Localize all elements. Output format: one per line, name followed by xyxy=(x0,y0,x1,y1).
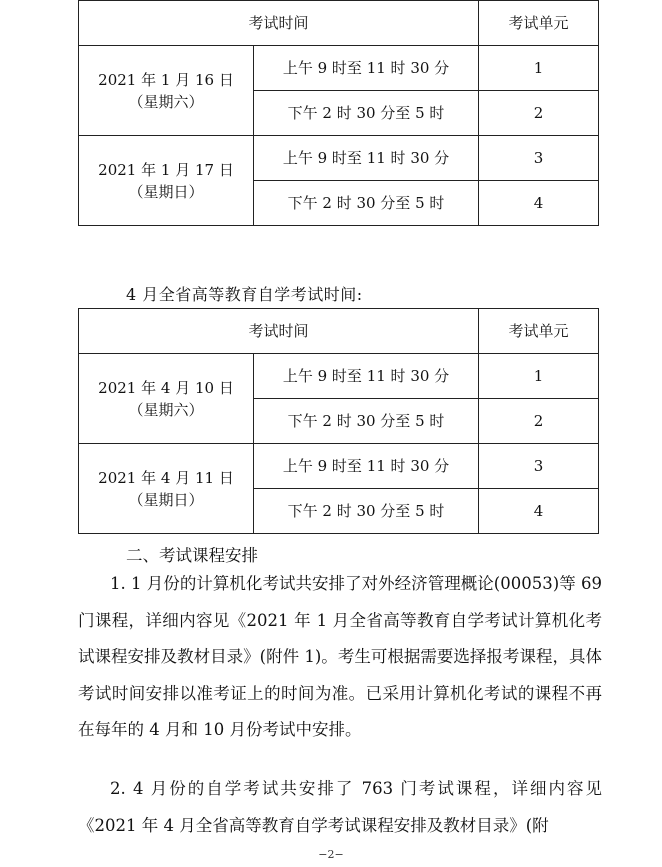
date-cell xyxy=(79,354,254,444)
session-time: 上午 9 时至 11 时 30 分 xyxy=(254,444,479,489)
session-unit: 1 xyxy=(479,354,599,399)
table-header-row xyxy=(79,309,599,354)
session-time: 下午 2 时 30 分至 5 时 xyxy=(254,399,479,444)
session-time: 下午 2 时 30 分至 5 时 xyxy=(254,489,479,534)
weekday-text: （星期日） xyxy=(128,182,204,201)
january-schedule-table xyxy=(78,0,599,226)
april-schedule-table xyxy=(78,308,599,534)
session-time: 下午 2 时 30 分至 5 时 xyxy=(254,181,479,226)
session-time: 上午 9 时至 11 时 30 分 xyxy=(254,354,479,399)
session-unit: 4 xyxy=(479,181,599,226)
section-heading-text: 二、考试课程安排 xyxy=(126,546,258,565)
header-exam-time: 考试时间 xyxy=(79,309,479,354)
date-text: 2021 年 4 月 10 日 xyxy=(98,378,234,397)
session-time: 下午 2 时 30 分至 5 时 xyxy=(254,91,479,136)
table-row xyxy=(79,444,599,489)
weekday-text: （星期日） xyxy=(128,490,204,509)
table-row xyxy=(79,354,599,399)
session-unit: 4 xyxy=(479,489,599,534)
session-unit: 3 xyxy=(479,136,599,181)
session-unit: 1 xyxy=(479,46,599,91)
header-exam-time: 考试时间 xyxy=(79,1,479,46)
paragraph-1: 1. 1 月份的计算机化考试共安排了对外经济管理概论(00053)等 69 门课程，详细内容见《2021 年 1 月全省高等教育自学考试计算机化考试课程安排及教材目录》(附件 1)。考生可根据需要选择报考课程，具体考试时间安排以准考证上的时间为准。已采用计算机化考试的课程不再在每年的 4 月和 10 月份考试中安排。 xyxy=(78,574,602,739)
april-exam-caption: 4 月全省高等教育自学考试时间: xyxy=(126,285,363,304)
table-row xyxy=(79,46,599,91)
date-cell xyxy=(79,444,254,534)
header-exam-unit: 考试单元 xyxy=(479,309,599,354)
date-cell xyxy=(79,136,254,226)
weekday-text: （星期六） xyxy=(128,92,204,111)
weekday-text: （星期六） xyxy=(128,400,204,419)
page-number: −2− xyxy=(318,848,344,861)
table-row xyxy=(79,136,599,181)
header-exam-unit: 考试单元 xyxy=(479,1,599,46)
date-text: 2021 年 1 月 17 日 xyxy=(98,160,234,179)
session-unit: 2 xyxy=(479,91,599,136)
session-time: 上午 9 时至 11 时 30 分 xyxy=(254,46,479,91)
session-time: 上午 9 时至 11 时 30 分 xyxy=(254,136,479,181)
date-text: 2021 年 1 月 16 日 xyxy=(98,70,234,89)
paragraph-2: 2. 4 月份的自学考试共安排了 763 门考试课程，详细内容见《2021 年 4 月全省高等教育自学考试课程安排及教材目录》(附 xyxy=(78,779,602,835)
table-header-row xyxy=(79,1,599,46)
date-cell xyxy=(79,46,254,136)
session-unit: 3 xyxy=(479,444,599,489)
date-text: 2021 年 4 月 11 日 xyxy=(98,468,234,487)
session-unit: 2 xyxy=(479,399,599,444)
